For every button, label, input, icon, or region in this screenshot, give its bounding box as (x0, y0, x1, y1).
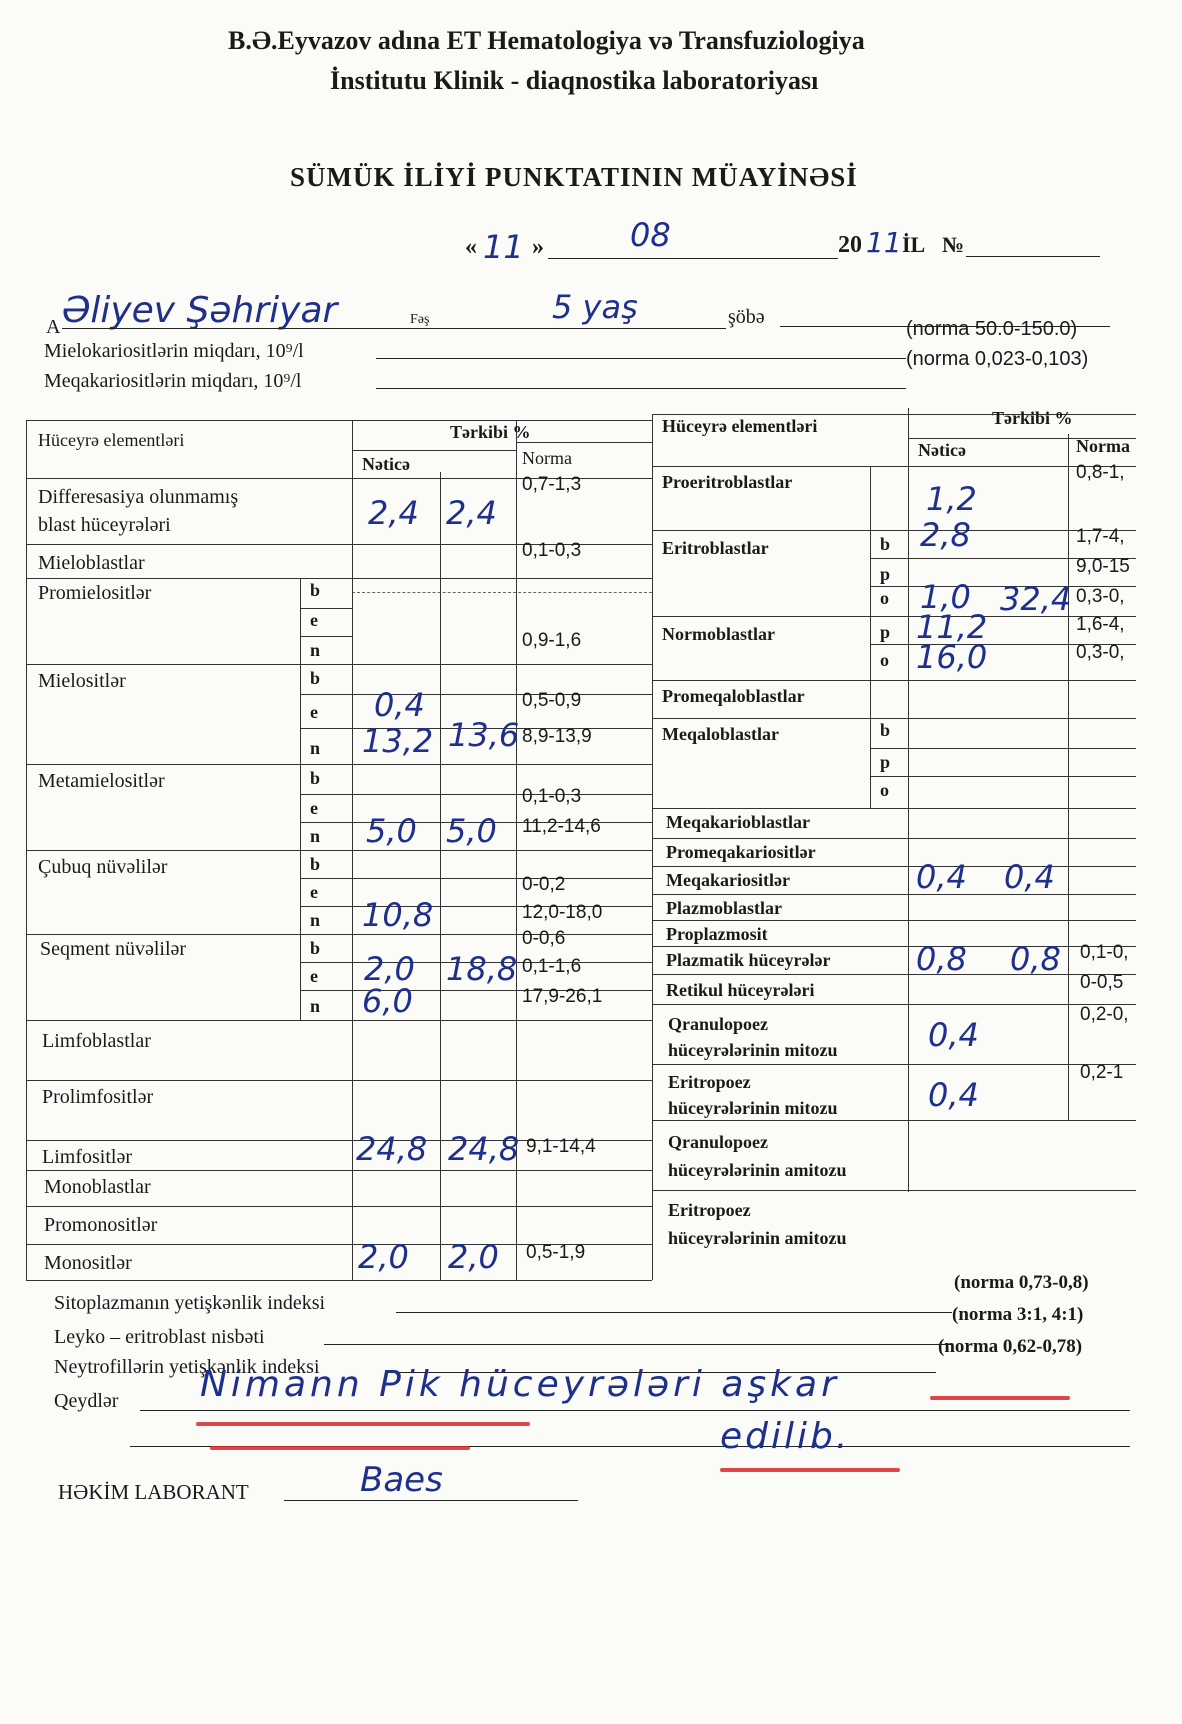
mielosit-b: b (310, 668, 321, 688)
meqakarioblast-label: Meqakarioblastlar (666, 812, 810, 832)
meqakariosit-line (376, 388, 906, 389)
cubuq-norm-n: 12,0-18,0 (522, 902, 603, 923)
monosit-value: 2,0 (358, 1238, 409, 1276)
sitoplazma-line (396, 1312, 952, 1313)
retikul-norm: 0-0,5 (1080, 972, 1124, 993)
normoblast-p-value: 11,2 (916, 608, 988, 646)
neytrofil-norm: (norma 0,62-0,78) (938, 1336, 1083, 1357)
meqaloblast-label: Meqaloblastlar (662, 724, 779, 744)
cubuq-b: b (310, 854, 321, 874)
seqment-n-value: 6,0 (362, 982, 413, 1020)
seqment-b: b (310, 938, 321, 958)
cubuq-norm-e: 0-0,2 (522, 874, 566, 895)
date-year-hand: 11 (866, 226, 902, 259)
promielosit-norm-n: 0,9-1,6 (522, 630, 582, 651)
promeqakariosit-label: Promeqakariositlər (666, 842, 816, 862)
leyko-line (324, 1344, 952, 1345)
seqment-e-value: 2,0 (364, 950, 415, 988)
monoblast-label: Monoblastlar (44, 1176, 151, 1198)
eritroblast-label: Eritroblastlar (662, 538, 769, 558)
proplazmosit-label: Proplazmosit (666, 924, 768, 944)
leyko-norm: (norma 3:1, 4:1) (952, 1304, 1084, 1325)
erit-mitoz-label2: hüceyrələrinin mitozu (668, 1098, 838, 1118)
red-underline-3 (720, 1468, 900, 1472)
promonosit-label: Promonositlər (44, 1214, 158, 1236)
erit-amitoz-label2: hüceyrələrinin amitozu (668, 1228, 847, 1248)
mielokariosit-label: Mielokariositlərin miqdarı, 10⁹/l (44, 340, 304, 362)
plazmatik-norm: 0,1-0, (1080, 942, 1129, 963)
seqment-norm-n: 17,9-26,1 (522, 986, 603, 1007)
metamielosit-label: Metamielositlər (38, 770, 165, 792)
mielosit-e: e (310, 702, 318, 722)
qran-mitoz-label2: hüceyrələrinin mitozu (668, 1040, 838, 1060)
patient-age-hand: 5 yaş (552, 288, 638, 326)
monosit-sum: 2,0 (448, 1238, 499, 1276)
normoblast-o-value: 16,0 (916, 638, 988, 676)
erit-mitoz-label1: Eritropoez (668, 1072, 751, 1092)
institute-name-line1: B.Ə.Eyvazov adına ET Hematologiya və Transfuziologiya (228, 26, 865, 55)
normoblast-norm-o: 0,3-0, (1076, 642, 1125, 663)
eritroblast-o: o (880, 588, 889, 608)
right-col-result: Nəticə (918, 440, 966, 460)
qeydler-label: Qeydlər (54, 1390, 119, 1412)
diff-blast-label2: blast hüceyrələri (38, 514, 171, 536)
cubuq-n-value: 10,8 (362, 896, 434, 934)
qran-mitoz-value: 0,4 (928, 1016, 979, 1054)
patient-name-line (62, 328, 726, 329)
cubuq-e: e (310, 882, 318, 902)
red-underline-2 (210, 1446, 470, 1450)
eritroblast-sum: 32,4 (1000, 580, 1072, 618)
normoblast-label: Normoblastlar (662, 624, 775, 644)
seqment-e: e (310, 966, 318, 986)
mielosit-norm-e: 0,5-0,9 (522, 690, 582, 711)
institute-name-line2: İnstitutu Klinik - diaqnostika laboratoriyası (330, 66, 819, 95)
seqment-label: Seqment nüvəlilər (40, 938, 187, 960)
diff-blast-label1: Differesasiya olunmamış (38, 486, 239, 508)
monosit-label: Monositlər (44, 1252, 132, 1274)
leyko-label: Leyko – eritroblast nisbəti (54, 1326, 265, 1348)
mielosit-label: Mielositlər (38, 670, 126, 692)
metamielosit-norm-b: 0,1-0,3 (522, 786, 582, 807)
mieloblast-label: Mieloblastlar (38, 552, 145, 574)
limfoblast-label: Limfoblastlar (42, 1030, 151, 1052)
form-title: SÜMÜK İLİYİ PUNKTATININ MÜAYİNƏSİ (290, 162, 858, 192)
date-number-line (966, 256, 1100, 257)
limfosit-label: Limfositlər (42, 1146, 132, 1168)
erit-mitoz-norm: 0,2-1 (1080, 1062, 1124, 1083)
meqakariosit-norm: (norma 0,023-0,103) (906, 348, 1089, 370)
eritroblast-o-value: 1,0 (920, 578, 971, 616)
qeydler-line1 (140, 1410, 1130, 1411)
sitoplazma-norm: (norma 0,73-0,8) (954, 1272, 1089, 1293)
normoblast-p: p (880, 622, 891, 642)
left-col-result: Nəticə (362, 454, 410, 474)
diff-blast-sum: 2,4 (446, 494, 497, 532)
left-col-elements: Hüceyrə elementləri (38, 430, 185, 450)
metamielosit-n-value: 5,0 (366, 812, 417, 850)
qran-mitoz-norm: 0,2-0, (1080, 1004, 1129, 1025)
date-day-hand: 11 (483, 228, 524, 266)
proeritroblast-label: Proeritroblastlar (662, 472, 793, 492)
mielosit-sum: 13,6 (448, 716, 520, 754)
plazmoblast-label: Plazmoblastlar (666, 898, 782, 918)
promielosit-n: n (310, 640, 321, 660)
eritroblast-norm-o: 0,3-0, (1076, 586, 1125, 607)
mielosit-n: n (310, 738, 321, 758)
date-no-label: № (942, 232, 965, 257)
diff-blast-norm: 0,7-1,3 (522, 474, 582, 495)
normoblast-o: o (880, 650, 889, 670)
date-year-prefix: 20 (838, 232, 862, 258)
meqakariosit-label: Meqakariositlərin miqdarı, 10⁹/l (44, 370, 302, 392)
seqment-n: n (310, 996, 321, 1016)
red-underline-4 (930, 1396, 1070, 1400)
seqment-sum: 18,8 (446, 950, 518, 988)
right-col-elements: Hüceyrə elementləri (662, 416, 818, 436)
plazmatik-sum: 0,8 (1010, 940, 1061, 978)
neytrofil-label: Neytrofillərin yetişkənlik indeksi (54, 1356, 320, 1378)
normoblast-norm-p: 1,6-4, (1076, 614, 1125, 635)
sitoplazma-label: Sitoplazmanın yetişkənlik indeksi (54, 1292, 326, 1314)
plazmatik-value: 0,8 (916, 940, 967, 978)
eritroblast-b: b (880, 534, 891, 554)
meqaloblast-p: p (880, 752, 891, 772)
date-month-line (548, 258, 838, 259)
date-month-hand: 08 (630, 216, 671, 254)
metamielosit-sum: 5,0 (446, 812, 497, 850)
cubuq-label: Çubuq nüvəlilər (38, 856, 168, 878)
metamielosit-e: e (310, 798, 318, 818)
prolimfosit-label: Prolimfositlər (42, 1086, 154, 1108)
retikul-label: Retikul hüceyrələri (666, 980, 815, 1000)
promeqaloblast-label: Promeqaloblastlar (662, 686, 805, 706)
eritroblast-b-value: 2,8 (920, 516, 971, 554)
seqment-norm-e: 0,1-1,6 (522, 956, 582, 977)
eritroblast-p: p (880, 564, 891, 584)
limfosit-sum: 24,8 (448, 1130, 520, 1168)
proeritroblast-value: 1,2 (926, 480, 977, 518)
patient-name-hand: Əliyev Şəhriyar (62, 290, 338, 331)
eritroblast-norm-p: 9,0-15 (1076, 556, 1130, 577)
red-underline-1 (196, 1422, 530, 1426)
meqakariosit-row-label: Meqakariositlər (666, 870, 790, 890)
promielosit-b: b (310, 580, 321, 600)
eritroblast-norm-b: 1,7-4, (1076, 526, 1125, 547)
metamielosit-n: n (310, 826, 321, 846)
notes-handwriting-line1: Nimann Pik hüceyrələri aşkar (200, 1364, 840, 1405)
seqment-norm-b: 0-0,6 (522, 928, 566, 949)
erit-amitoz-label1: Eritropoez (668, 1200, 751, 1220)
mielosit-e-value: 0,4 (374, 686, 425, 724)
diff-blast-value: 2,4 (368, 494, 419, 532)
qran-amitoz-label1: Qranulopoez (668, 1132, 769, 1152)
right-col-norm: Norma (1076, 436, 1130, 456)
qran-amitoz-label2: hüceyrələrinin amitozu (668, 1160, 847, 1180)
date-quote-open: « (465, 234, 477, 260)
left-col-composition: Tərkibi % (450, 422, 531, 442)
monosit-norm: 0,5-1,9 (526, 1242, 586, 1263)
plazmatik-label: Plazmatik hüceyrələr (666, 950, 831, 970)
cubuq-n: n (310, 910, 321, 930)
mielokariosit-norm: (norma 50.0-150.0) (906, 318, 1078, 340)
mielosit-norm-n: 8,9-13,9 (522, 726, 592, 747)
notes-handwriting-line2: edilib. (720, 1416, 851, 1457)
mielokariosit-line (376, 358, 906, 359)
promielosit-label: Promielositlər (38, 582, 152, 604)
meqaloblast-o: o (880, 780, 889, 800)
meqakariosit-value: 0,4 (916, 858, 967, 896)
date-quote-close: » (532, 234, 544, 260)
metamielosit-norm-n: 11,2-14,6 (522, 816, 601, 837)
mieloblast-norm: 0,1-0,3 (522, 540, 582, 561)
date-il-label: İL (902, 232, 926, 257)
metamielosit-b: b (310, 768, 321, 788)
right-col-composition: Tərkibi % (992, 408, 1073, 428)
patient-name-prefix: A (46, 316, 61, 338)
patient-fas-mark: Fəş (410, 312, 430, 327)
signature-line (284, 1500, 578, 1501)
qran-mitoz-label1: Qranulopoez (668, 1014, 769, 1034)
erit-mitoz-value: 0,4 (928, 1076, 979, 1114)
proeritroblast-norm: 0,8-1, (1076, 462, 1125, 483)
left-col-norm: Norma (522, 448, 572, 468)
limfosit-value: 24,8 (356, 1130, 428, 1168)
promielosit-e: e (310, 610, 318, 630)
meqakariosit-sum: 0,4 (1004, 858, 1055, 896)
meqaloblast-b: b (880, 720, 891, 740)
limfosit-norm: 9,1-14,4 (526, 1136, 596, 1157)
mielosit-n-value: 13,2 (362, 722, 434, 760)
sobe-label: şöbə (728, 306, 765, 328)
hekim-laborant-label: HƏKİM LABORANT (58, 1480, 249, 1504)
doctor-signature: Baes (360, 1460, 443, 1500)
